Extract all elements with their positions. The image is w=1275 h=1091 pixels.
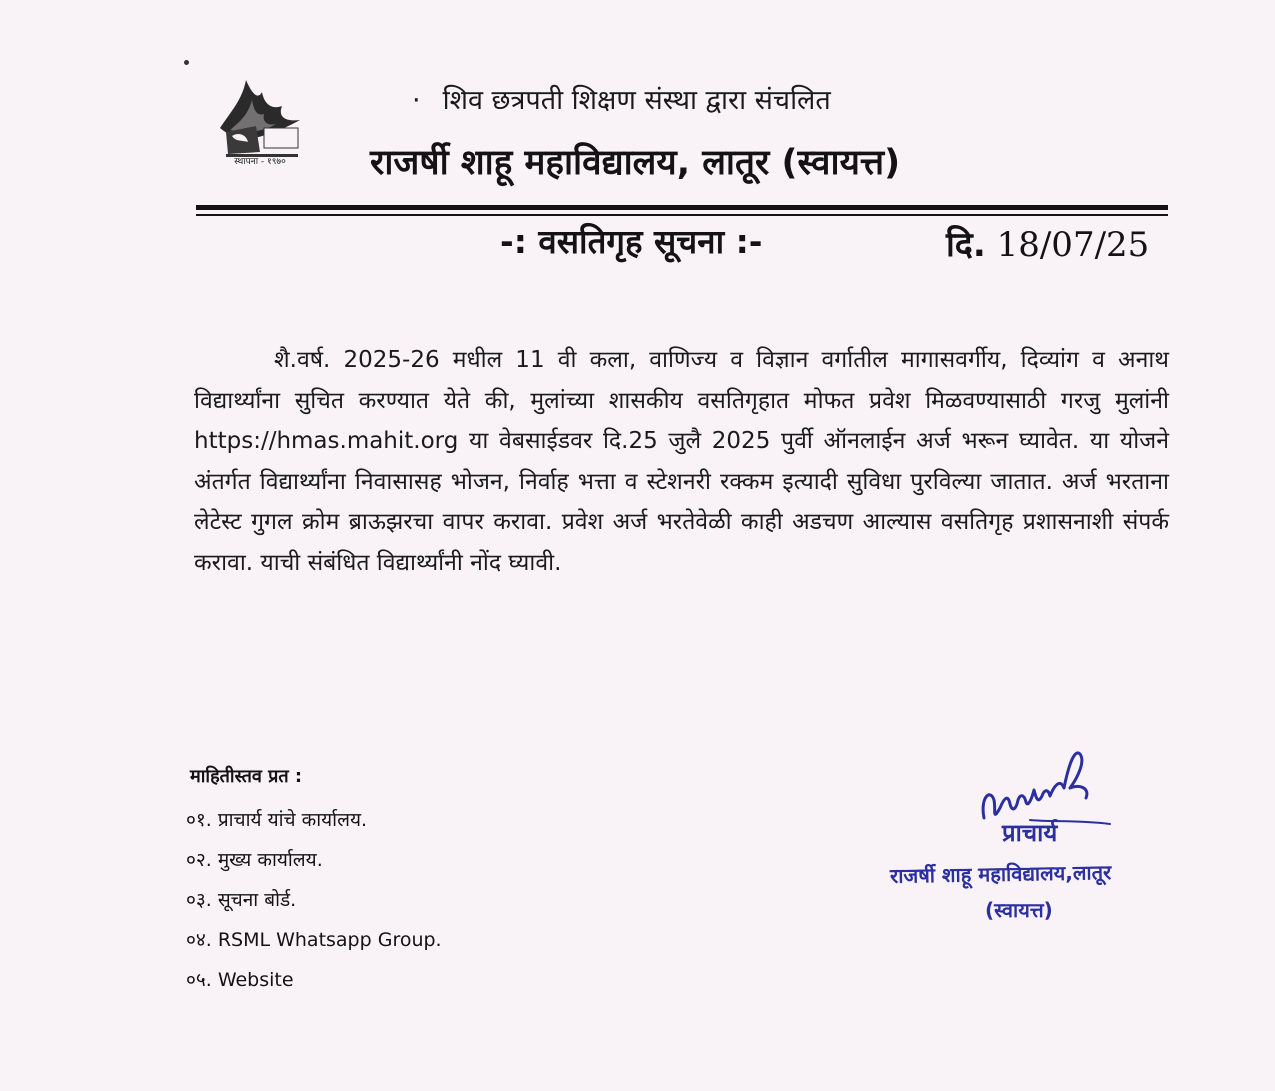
society-subtitle-text: शिव छत्रपती शिक्षण संस्था द्वारा संचलित bbox=[442, 85, 831, 116]
list-item-number: ०२. bbox=[186, 849, 212, 871]
header-rule-thick bbox=[196, 205, 1168, 210]
list-item bbox=[186, 922, 442, 962]
society-subtitle bbox=[412, 80, 831, 117]
list-item-text: प्राचार्य यांचे कार्यालय. bbox=[217, 809, 368, 831]
list-item-number: ०४. bbox=[186, 929, 212, 951]
stamp-principal: प्राचार्य bbox=[1002, 819, 1058, 847]
notice-heading: -: वसतिगृह सूचना :- bbox=[500, 222, 763, 261]
list-item-number: ०१. bbox=[186, 809, 212, 831]
logo-caption: स्थापना - १९७० bbox=[234, 157, 286, 167]
list-item bbox=[186, 882, 442, 922]
copies-list bbox=[186, 802, 442, 1002]
list-item bbox=[186, 802, 442, 842]
header-rule-thin bbox=[196, 214, 1168, 216]
list-item-number: ०३. bbox=[186, 889, 212, 911]
notice-date bbox=[946, 220, 1149, 266]
date-label: दि. bbox=[946, 225, 986, 265]
stamp-college-name: राजर्षी शाहू महाविद्यालय,लातूर bbox=[889, 860, 1112, 888]
list-item-number: ०५. bbox=[186, 969, 212, 991]
notice-body: शै.वर्ष. 2025-26 मधील 11 वी कला, वाणिज्य व विज्ञान वर्गातील मागासवर्गीय, दिव्यांग व अनाथ विद्यार्थ्यांना सुचित करण्यात येते की, मुलांच्या शासकीय वसतिगृहात मोफत प्रवेश मिळवण्यासाठी गरजु मुलांनी https://hmas.mahit.org या वेबसाईडवर दि.25 जुलै 2025 पुर्वी ऑनलाईन अर्ज भरून घ्यावेत. या योजने अंतर्गत विद्यार्थ्यांना निवासासह भोजन, निर्वाह भत्ता व स्टेशनरी रक्कम इत्यादी सुविधा पुरविल्या जातात. अर्ज भरताना लेटेस्ट गुगल क्रोम ब्राऊझरचा वापर करावा. प्रवेश अर्ज भरतेवेळी काही अडचण आल्यास वसतिगृह प्रशासनाशी संपर्क करावा. याची संबंधित विद्यार्थ्यांनी नोंद घ्यावी. bbox=[194, 347, 1169, 576]
list-item-text: सूचना बोर्ड. bbox=[217, 889, 297, 911]
copies-heading: माहितीस्तव प्रत : bbox=[190, 766, 303, 787]
list-item-text: Website bbox=[217, 969, 294, 991]
list-item-text: RSML Whatsapp Group. bbox=[217, 929, 442, 951]
date-value: 18/07/25 bbox=[985, 225, 1150, 265]
list-item bbox=[186, 842, 442, 882]
bullet: · bbox=[412, 85, 421, 116]
list-item bbox=[186, 962, 442, 1002]
stamp-autonomous: (स्वायत्त) bbox=[985, 898, 1053, 922]
list-item-text: मुख्य कार्यालय. bbox=[217, 849, 323, 871]
scan-dot bbox=[184, 60, 189, 65]
college-title: राजर्षी शाहू महाविद्यालय, लातूर (स्वायत्त) bbox=[370, 143, 901, 183]
